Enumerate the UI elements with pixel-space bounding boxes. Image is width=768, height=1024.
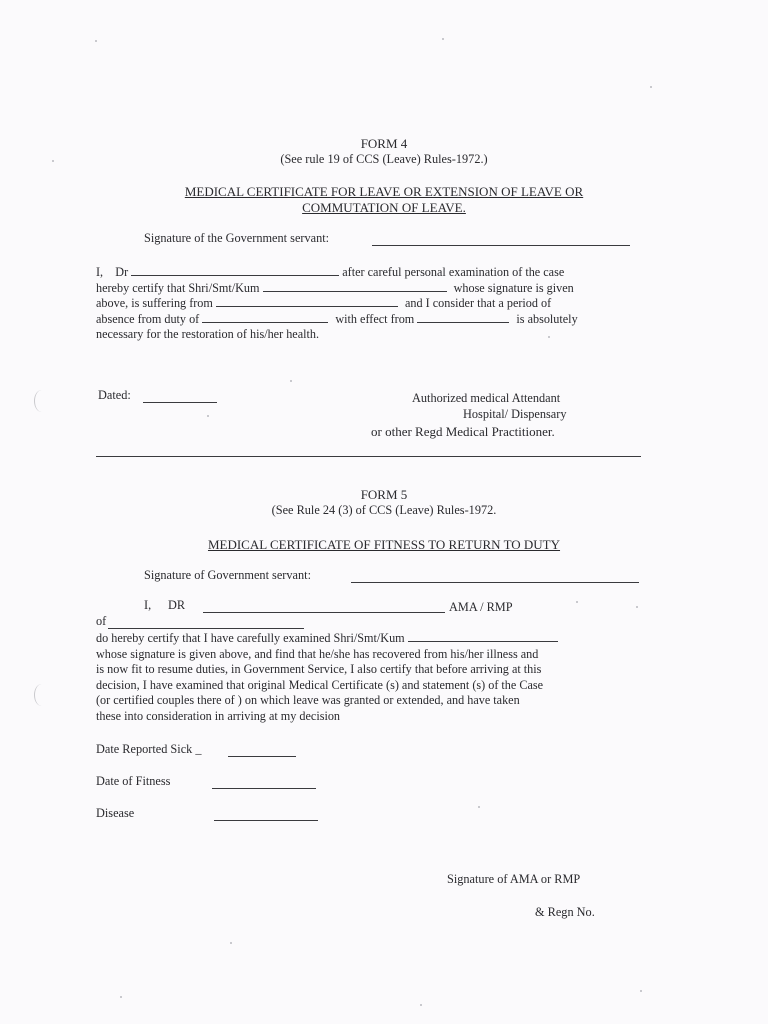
scan-speck <box>290 380 292 382</box>
form5-date-reported-sick-field[interactable] <box>228 756 296 757</box>
scan-speck <box>576 601 578 603</box>
form5-heading: MEDICAL CERTIFICATE OF FITNESS TO RETURN TO DUTY <box>207 537 561 552</box>
form4-rule-reference: (See rule 19 of CCS (Leave) Rules-1972.) <box>280 152 488 166</box>
form4-dr: Dr <box>115 265 129 279</box>
form5-disease-label: Disease <box>96 806 135 820</box>
scan-speck <box>478 806 480 808</box>
form4-heading-line1: MEDICAL CERTIFICATE FOR LEAVE OR EXTENSION OF LEAVE OR <box>184 184 584 199</box>
form5-regn-no: & Regn No. <box>535 905 595 919</box>
scan-speck <box>640 990 642 992</box>
scan-speck <box>442 38 444 40</box>
form5-line4: decision, I have examined that original Medical Certificate (s) and statement (s) of the Case <box>96 677 544 692</box>
form5-dr: DR <box>168 598 186 612</box>
form5-doctor-name-field[interactable] <box>203 612 445 613</box>
form5-certificate-paragraph <box>96 631 644 724</box>
form4-signature-field[interactable] <box>372 245 630 246</box>
form4-attendant-line3: or other Regd Medical Practitioner. <box>371 424 555 439</box>
scan-speck <box>207 415 209 417</box>
form5-of-label: of <box>96 614 107 628</box>
form4-line2-after: whose signature is given <box>453 280 574 295</box>
punch-hole-mark <box>34 684 49 706</box>
scan-speck <box>420 1004 422 1006</box>
form4-absence-period-field[interactable] <box>202 312 328 323</box>
form4-illness-field[interactable] <box>216 296 398 307</box>
form5-i: I, <box>144 598 152 612</box>
form5-line6: these into consideration in arriving at my decision <box>96 708 341 723</box>
form5-date-of-fitness-field[interactable] <box>212 788 316 789</box>
form5-disease-field[interactable] <box>214 820 318 821</box>
form5-line2: whose signature is given above, and find that he/she has recovered from his/her illness and <box>96 646 539 661</box>
form5-date-of-fitness-label: Date of Fitness <box>96 774 171 788</box>
form4-line2-before: hereby certify that Shri/Smt/Kum <box>96 280 260 295</box>
form5-date-reported-sick-label: Date Reported Sick _ <box>96 742 202 756</box>
form5-hospital-field[interactable] <box>108 628 304 629</box>
form4-attendant-line1: Authorized medical Attendant <box>412 391 561 405</box>
form5-signature-ama-rmp: Signature of AMA or RMP <box>447 872 581 886</box>
form4-title: FORM 4 <box>360 136 408 151</box>
section-divider <box>96 456 641 457</box>
form4-line3-after: and I consider that a period of <box>404 296 552 310</box>
scan-speck <box>120 996 122 998</box>
form4-attendant-line2: Hospital/ Dispensary <box>463 407 567 421</box>
form4-dated-label: Dated: <box>98 388 131 402</box>
scan-speck <box>650 86 652 88</box>
form5-title: FORM 5 <box>360 487 408 502</box>
form4-line5: necessary for the restoration of his/her health. <box>96 327 320 341</box>
form5-rule-reference: (See Rule 24 (3) of CCS (Leave) Rules-1972. <box>271 503 497 517</box>
form4-i: I, <box>96 265 104 279</box>
form4-line4-before: absence from duty of <box>96 311 200 326</box>
form4-doctor-name-field[interactable] <box>131 265 339 276</box>
form5-line1: do hereby certify that I have carefully examined Shri/Smt/Kum <box>96 631 405 645</box>
form4-employee-name-field[interactable] <box>263 281 447 292</box>
form4-dated-field[interactable] <box>143 402 217 403</box>
form5-employee-name-field[interactable] <box>408 631 558 642</box>
form4-heading-line2: COMMUTATION OF LEAVE. <box>302 200 466 215</box>
form4-line4-after: is absolutely <box>516 311 578 326</box>
form5-line3: is now fit to resume duties, in Government Service, I also certify that before arriving at this <box>96 662 542 676</box>
form4-certificate-paragraph <box>96 265 644 343</box>
form5-ama-rmp: AMA / RMP <box>449 600 513 614</box>
punch-hole-mark <box>34 390 49 412</box>
form4-signature-label: Signature of the Government servant: <box>144 231 330 245</box>
scan-speck <box>636 606 638 608</box>
scan-speck <box>95 40 97 42</box>
form4-line4-mid: with effect from <box>335 311 415 326</box>
form5-line5: (or certified couples there of ) on which leave was granted or extended, and have taken <box>96 693 520 707</box>
scan-speck <box>230 942 232 944</box>
form4-effect-date-field[interactable] <box>417 312 509 323</box>
form5-signature-label: Signature of Government servant: <box>144 568 311 582</box>
form4-line1-after: after careful personal examination of the case <box>342 265 565 279</box>
form5-signature-field[interactable] <box>351 582 639 583</box>
form4-line3-before: above, is suffering from <box>96 296 213 310</box>
